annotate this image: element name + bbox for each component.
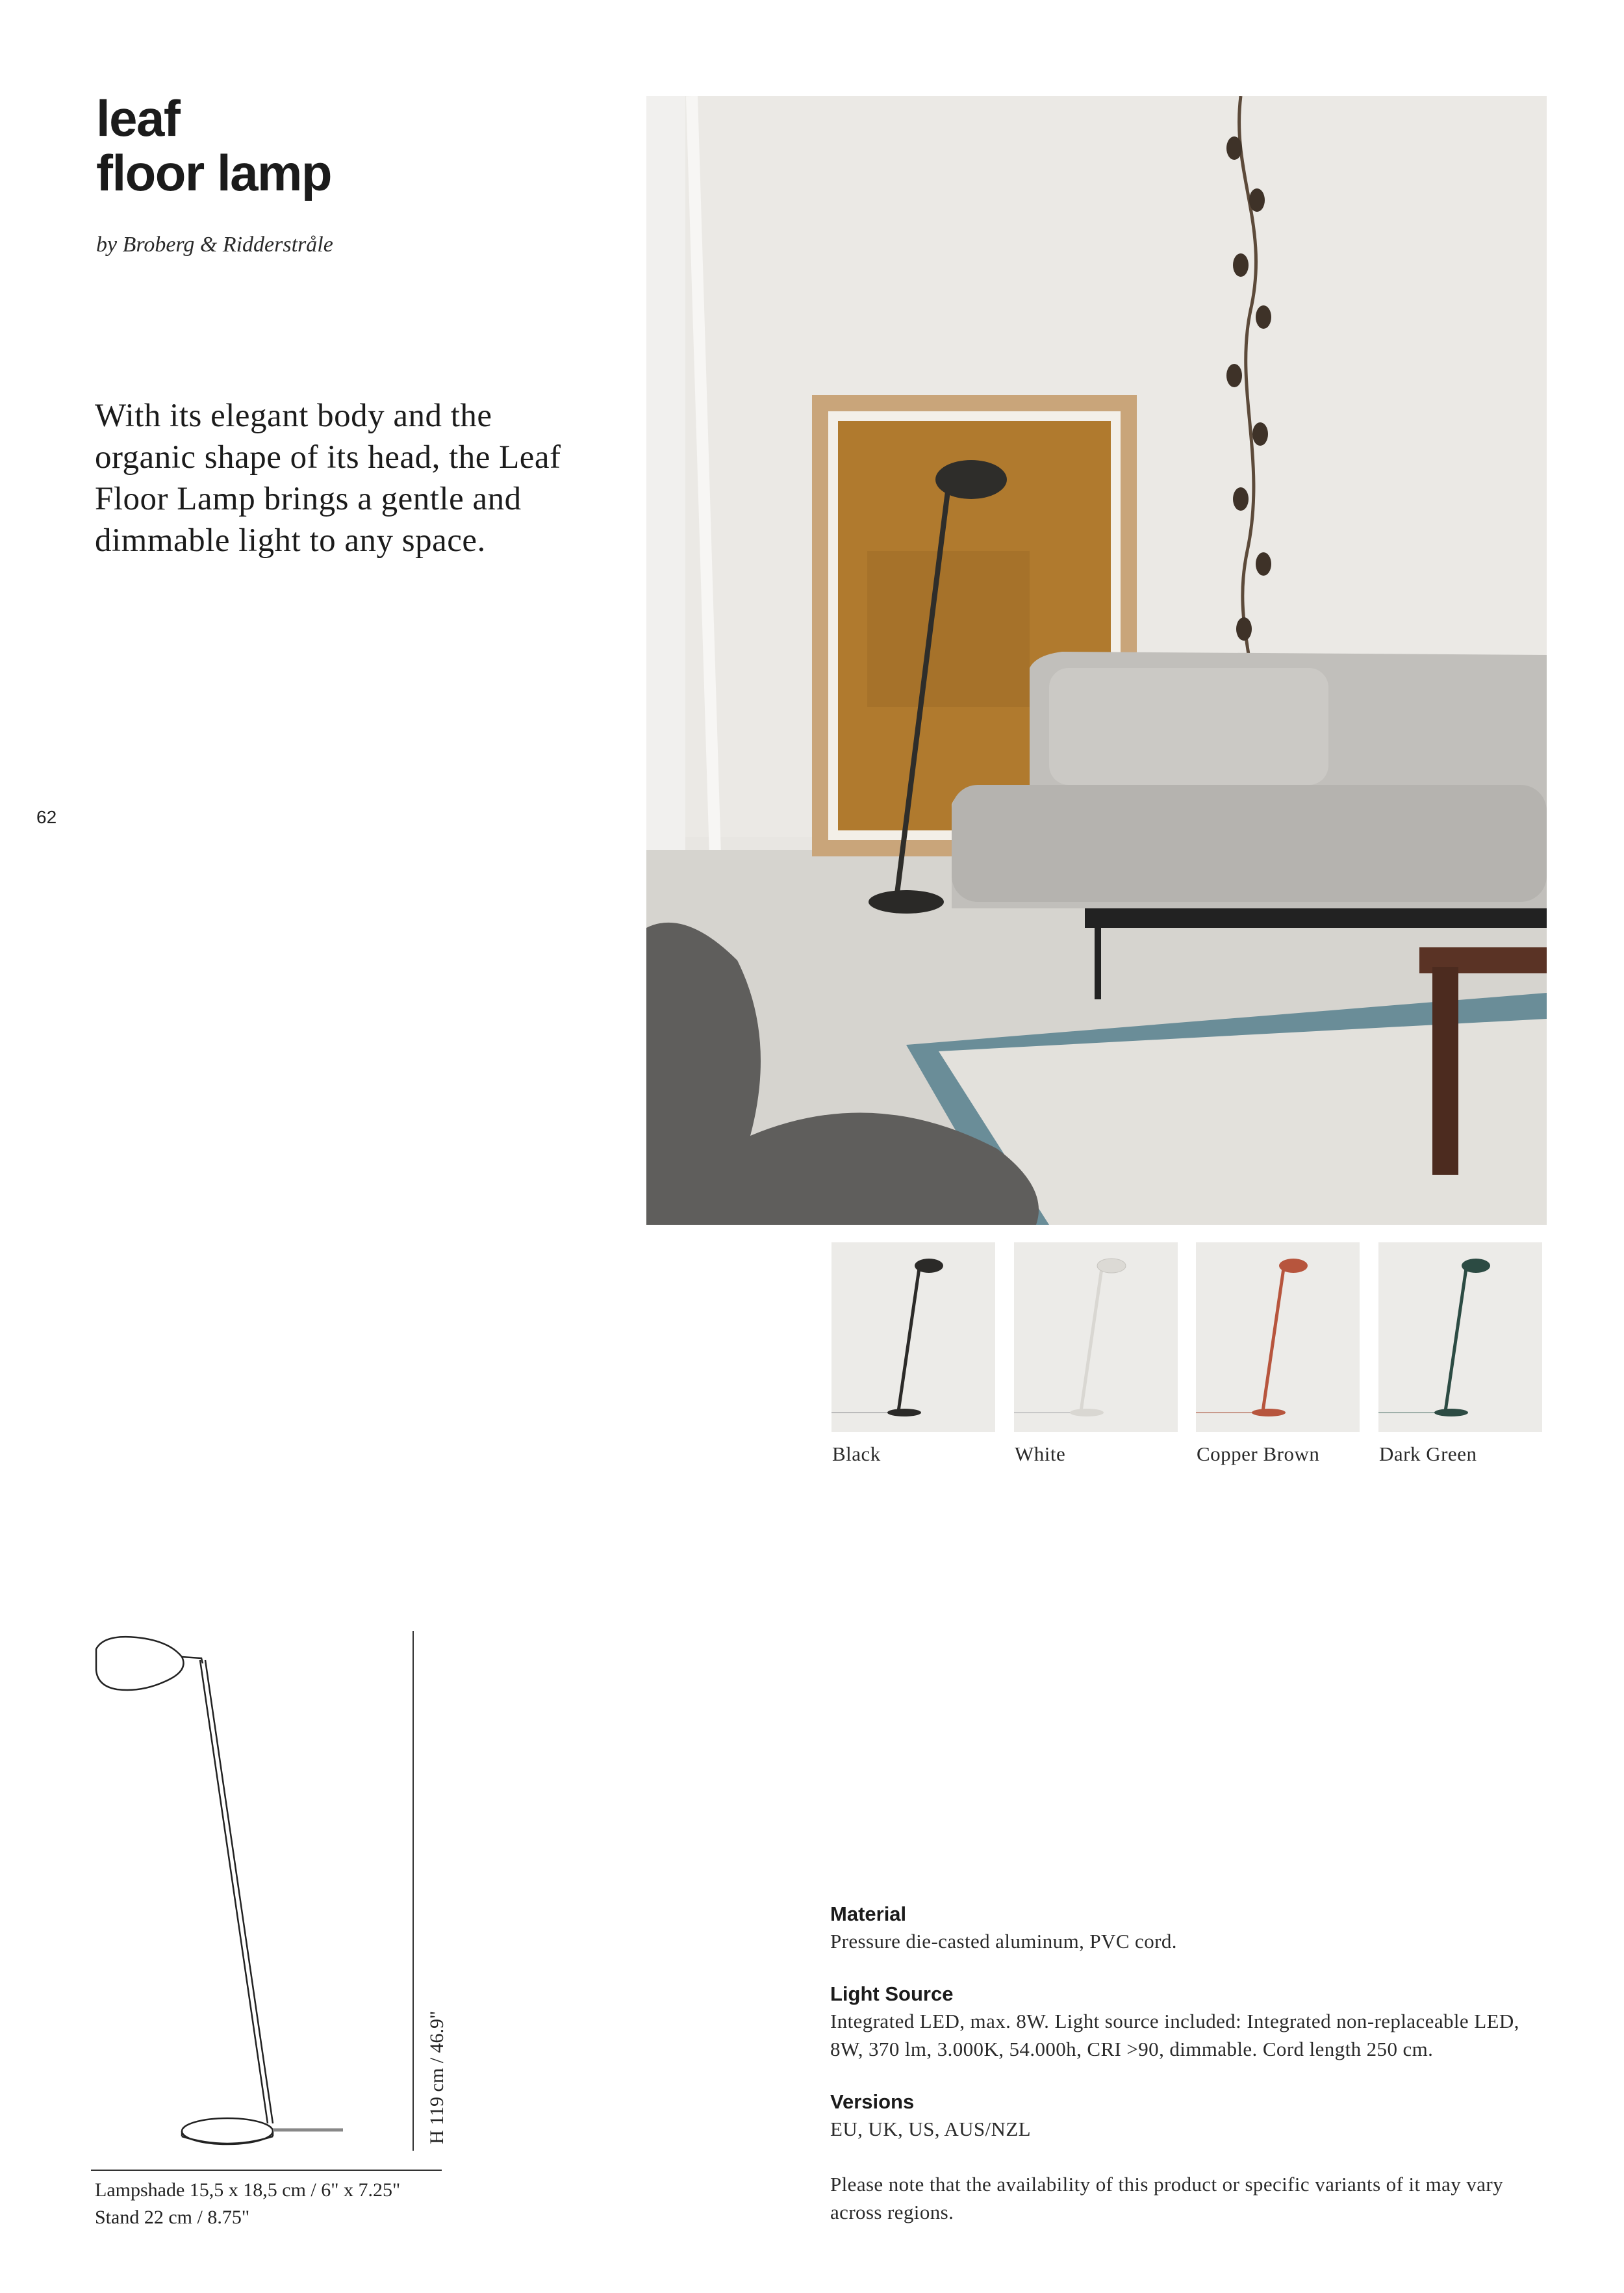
lamp-black-icon	[831, 1242, 995, 1432]
hero-photo	[646, 96, 1547, 1225]
lamp-white-icon	[1014, 1242, 1178, 1432]
page-number: 62	[36, 807, 57, 827]
dimensions-text	[95, 2177, 400, 2231]
swatch-black[interactable]	[831, 1242, 995, 1432]
swatch-dark-green[interactable]	[1378, 1242, 1542, 1432]
lamp-copper-brown-icon	[1196, 1242, 1360, 1432]
lampshade-dimension: Lampshade 15,5 x 18,5 cm / 6" x 7.25"	[95, 2179, 401, 2201]
material-text: Pressure die-casted aluminum, PVC cord.	[830, 1930, 1177, 1953]
height-dimension: H 119 cm / 46.9"	[426, 2010, 448, 2144]
versions-heading: Versions	[830, 2090, 915, 2113]
lamp-dark-green-icon	[1378, 1242, 1542, 1432]
material-heading: Material	[830, 1902, 907, 1925]
intro-text: With its elegant body and the organic shape of its head, the Leaf Floor Lamp brings a gentle and dimmable light to any space.	[95, 398, 561, 559]
lifestyle-photo-icon	[646, 96, 1547, 1225]
light-source-text: Integrated LED, max. 8W. Light source included: Integrated non-replaceable LED, 8W, 370 lm, 3.000K, 54.000h, CRI >90, dimmable. Cord length 250 cm.	[830, 2010, 1519, 2060]
swatch-label-black: Black	[832, 1442, 881, 1465]
swatch-label-white: White	[1015, 1442, 1066, 1465]
swatch-label-copper-brown: Copper Brown	[1197, 1442, 1320, 1465]
versions-text: EU, UK, US, AUS/NZL	[830, 2118, 1032, 2140]
title-line-1: leaf	[96, 90, 180, 147]
swatch-white[interactable]	[1014, 1242, 1178, 1432]
title-line-2: floor lamp	[96, 144, 332, 201]
swatch-copper-brown[interactable]	[1196, 1242, 1360, 1432]
specifications	[830, 1902, 1545, 2253]
designer-credit: by Broberg & Ridderstråle	[96, 233, 333, 257]
light-source-heading: Light Source	[830, 1982, 954, 2005]
stand-dimension: Stand 22 cm / 8.75"	[95, 2207, 250, 2228]
lamp-dimension-drawing-icon	[91, 1631, 455, 2183]
availability-note: Please note that the availability of this product or specific variants of it may vary across regions.	[830, 2173, 1504, 2223]
product-title	[96, 91, 331, 200]
swatch-label-dark-green: Dark Green	[1379, 1442, 1477, 1465]
